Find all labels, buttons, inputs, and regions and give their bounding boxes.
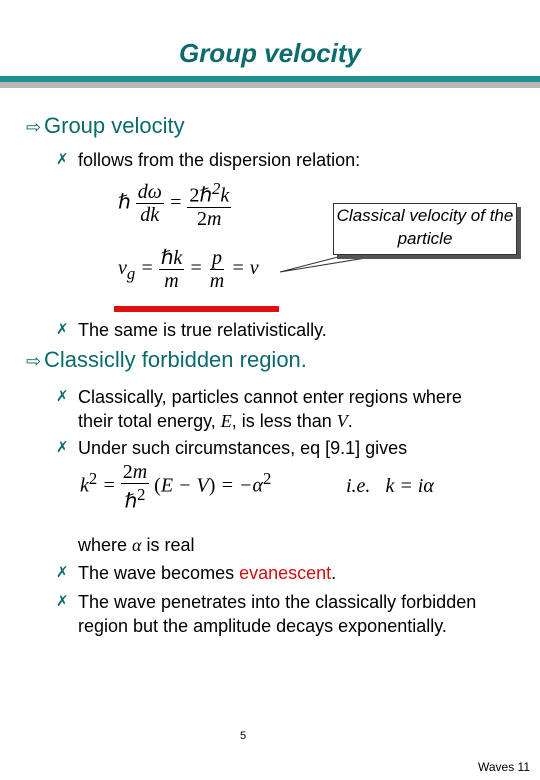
check-bullet-icon: ✗	[56, 593, 69, 610]
check-bullet-icon: ✗	[56, 151, 69, 168]
sub-bullet-dispersion	[56, 148, 496, 172]
footer-label: Waves 11	[477, 760, 530, 774]
equation-evanescent-k: $k^2$ = $\frac{2m}{\hbar^2}$ $(E - V) = -\alpha^2$	[80, 461, 272, 513]
check-bullet-icon: ✗	[56, 564, 69, 581]
check-bullet-icon: ✗	[56, 439, 69, 456]
check-bullet-icon: ✗	[56, 321, 69, 338]
title-rule-grey	[0, 82, 540, 88]
check-bullet-icon: ✗	[56, 388, 69, 405]
sub-bullet-circumstances	[56, 436, 496, 460]
highlight-underline	[114, 306, 279, 312]
bullet-group-velocity	[26, 113, 185, 139]
bullet-forbidden-region	[26, 347, 307, 373]
sub-bullet-text: The wave penetrates into the classically forbidden region but the amplitude decays exponentially.	[78, 592, 477, 636]
equation-group-velocity-derivative: ℏ $\frac{d\omega}{dk}$ = $\frac{2\hbar^2k}{2m}$	[118, 179, 230, 230]
sub-bullet-text: Under such circumstances, eq [9.1] gives	[78, 438, 408, 458]
bullet-text: Classiclly forbidden region.	[44, 347, 307, 372]
bullet-icon: ⇨	[26, 117, 42, 137]
bullet-icon: ⇨	[26, 351, 42, 371]
where-alpha-real	[56, 533, 496, 557]
sub-bullet-text: where α is real	[78, 535, 195, 555]
slide-title: Group velocity	[178, 38, 362, 68]
sub-bullet-relativistic	[56, 318, 496, 342]
page-number: 5	[240, 730, 247, 742]
sub-bullet-text: The same is true relativistically.	[78, 320, 327, 340]
sub-bullet-text: Classically, particles cannot enter regions where their total energy, E, is less than V.	[78, 387, 462, 431]
sub-bullet-evanescent	[56, 561, 496, 585]
equation-group-velocity: $v_g$ = $\frac{\text{ℏk}}{m}$ = $\frac{p}{m}$ = v	[118, 247, 259, 292]
bullet-text: Group velocity	[44, 113, 185, 138]
equation-ie: i.e. k = iα	[346, 475, 434, 497]
sub-bullet-penetrates	[56, 590, 496, 638]
callout-classical-velocity: Classical velocity of the particle	[333, 203, 517, 255]
sub-bullet-text: follows from the dispersion relation:	[78, 150, 361, 170]
sub-bullet-text: The wave becomes evanescent.	[78, 563, 337, 583]
sub-bullet-classically	[56, 385, 496, 433]
